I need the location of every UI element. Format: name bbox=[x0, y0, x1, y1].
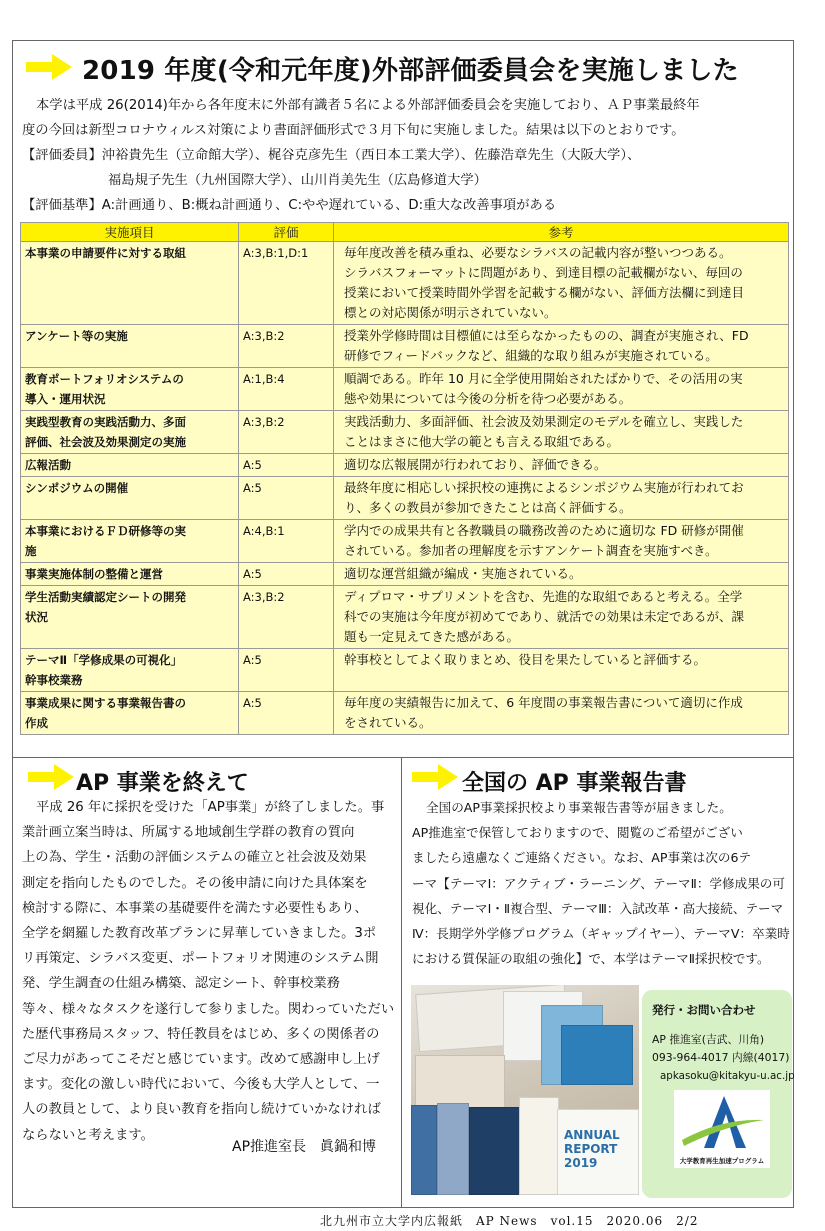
body-line: ご尽力があってこそだと感じています。改めて感謝申し上げ bbox=[22, 1052, 380, 1068]
item-line: 評価、社会波及効果測定の実施 bbox=[25, 435, 186, 449]
note-line: 実践活動力、多面評価、社会波及効果測定のモデルを確立し、実践した bbox=[344, 414, 744, 429]
evaluation-item bbox=[21, 368, 239, 411]
table-row bbox=[21, 692, 789, 735]
section-divider-vertical bbox=[401, 757, 402, 1208]
body-line: ましたら遠慮なくご連絡ください。なお、AP事業は次の6テ bbox=[412, 850, 752, 866]
body-line: ます。変化の激しい時代において、今後も大学人として、一 bbox=[22, 1077, 380, 1093]
item-line: アンケート等の実施 bbox=[25, 329, 128, 343]
item-line: 施 bbox=[25, 544, 37, 558]
annual-report-text: REPORT bbox=[564, 1142, 618, 1156]
note-line: 授業外学修時間は目標値には至らなかったものの、調査が実施され、FD bbox=[344, 328, 749, 343]
table-row bbox=[21, 242, 789, 325]
item-line: 事業実施体制の整備と運営 bbox=[25, 567, 163, 581]
note-line: 授業において授業時間外学習を記載する欄がない、評価方法欄に到達目 bbox=[344, 285, 745, 300]
evaluation-note bbox=[334, 242, 789, 325]
column-header: 参考 bbox=[334, 223, 789, 242]
body-line: 業計画立案当時は、所属する地域創生学群の教育の質向 bbox=[22, 825, 355, 841]
note-line: 題も一定見えてきた感がある。 bbox=[344, 629, 520, 644]
evaluation-note bbox=[334, 368, 789, 411]
ap-end-body bbox=[22, 795, 396, 1148]
evaluation-score: A:5 bbox=[239, 454, 334, 477]
evaluation-item bbox=[21, 520, 239, 563]
body-line: AP推進室で保管しておりますので、閲覧のご希望がござい bbox=[412, 825, 743, 841]
evaluation-score: A:1,B:4 bbox=[239, 368, 334, 411]
intro-line: 福島規子先生（九州国際大学）、山川肖美先生（広島修道大学） bbox=[108, 173, 487, 188]
page-footer: 北九州市立大学内広報紙 AP News vol.15 2020.06 2/2 bbox=[320, 1214, 699, 1228]
body-line: における質保証の取組の強化】で、本学はテーマⅡ採択校です。 bbox=[412, 951, 770, 967]
contact-phone: 093-964-4017 内線(4017) bbox=[652, 1051, 790, 1064]
report-book bbox=[411, 1105, 437, 1195]
evaluation-score: A:3,B:2 bbox=[239, 586, 334, 649]
evaluation-item bbox=[21, 477, 239, 520]
body-line: 測定を指向したものでした。その後申請に向けた具体案を bbox=[22, 875, 368, 891]
table-body bbox=[21, 242, 789, 735]
table-row bbox=[21, 563, 789, 586]
table-row bbox=[21, 325, 789, 368]
annual-report-year: 2019 bbox=[564, 1156, 598, 1170]
evaluation-note bbox=[334, 586, 789, 649]
evaluation-score: A:4,B:1 bbox=[239, 520, 334, 563]
body-line: ーマ【テーマⅠ：アクティブ・ラーニング、テーマⅡ：学修成果の可 bbox=[412, 875, 785, 891]
evaluation-note bbox=[334, 477, 789, 520]
table-row bbox=[21, 649, 789, 692]
body-line: 全国のAP事業採択校より事業報告書等が届きました。 bbox=[426, 800, 732, 815]
program-logo bbox=[674, 1090, 770, 1168]
evaluation-note bbox=[334, 563, 789, 586]
evaluation-item bbox=[21, 454, 239, 477]
item-line: 幹事校業務 bbox=[25, 673, 83, 687]
item-line: 導入・運用状況 bbox=[25, 392, 106, 406]
item-line: 本事業の申請要件に対する取組 bbox=[25, 246, 186, 260]
table-row bbox=[21, 586, 789, 649]
item-line: テーマⅡ「学修成果の可視化」 bbox=[25, 653, 183, 667]
item-line: 本事業におけるＦＤ研修等の実 bbox=[25, 524, 186, 538]
note-line: 学内での成果共有と各教職員の職務改善のために適切な FD 研修が開催 bbox=[344, 523, 744, 538]
evaluation-note bbox=[334, 411, 789, 454]
body-line: ならないと考えます。 bbox=[22, 1127, 154, 1143]
annual-report-text: ANNUAL bbox=[564, 1128, 620, 1142]
table-row bbox=[21, 520, 789, 563]
item-line: 学生活動実績認定シートの開発 bbox=[25, 590, 186, 604]
section-title-reports: 全国の AP 事業報告書 bbox=[462, 771, 687, 796]
body-line: 上の為、学生・活動の評価システムの確立と社会波及効果 bbox=[22, 850, 367, 866]
reports-body bbox=[412, 795, 796, 971]
report-book bbox=[437, 1103, 469, 1195]
item-line: 状況 bbox=[25, 610, 48, 624]
evaluation-item bbox=[21, 242, 239, 325]
evaluation-score: A:3,B:2 bbox=[239, 325, 334, 368]
intro-line: 【評価委員】沖裕貴先生（立命館大学）、梶谷克彦先生（西日本工業大学）、佐藤浩章先生（大阪大学）、 bbox=[22, 148, 641, 163]
note-line: り、多くの教員が参加できたことは高く評価する。 bbox=[344, 500, 632, 515]
evaluation-score: A:5 bbox=[239, 649, 334, 692]
note-line: 適切な広報展開が行われており、評価できる。 bbox=[344, 457, 607, 472]
note-line: 毎年度改善を積み重ね、必要なシラバスの記載内容が整いつつある。 bbox=[344, 245, 732, 260]
evaluation-score: A:3,B:2 bbox=[239, 411, 334, 454]
item-line: 作成 bbox=[25, 716, 48, 730]
evaluation-item bbox=[21, 325, 239, 368]
table-row bbox=[21, 454, 789, 477]
report-book bbox=[519, 1097, 559, 1195]
arrow-right-icon bbox=[24, 52, 74, 82]
annual-report-book bbox=[557, 1109, 639, 1195]
contact-office: AP 推進室(吉武、川角) bbox=[652, 1033, 765, 1046]
note-line: 最終年度に相応しい採択校の連携によるシンポジウム実施が行われてお bbox=[344, 480, 744, 495]
item-line: 教育ポートフォリオシステムの bbox=[25, 372, 184, 386]
evaluation-item bbox=[21, 649, 239, 692]
note-line: 標との対応関係が明示されていない。 bbox=[344, 305, 557, 320]
evaluation-score: A:5 bbox=[239, 477, 334, 520]
page-title: 2019 年度(令和元年度)外部評価委員会を実施しました bbox=[82, 56, 739, 86]
body-line: 人の教員として、より良い教育を指向し続けていかなければ bbox=[22, 1102, 381, 1118]
body-line: 検討する際に、本事業の基礎要件を満たす必要性もあり、 bbox=[22, 900, 368, 916]
intro-line: 度の今回は新型コロナウィルス対策により書面評価形式で３月下旬に実施しました。結果は以下のとおりです。 bbox=[22, 123, 685, 138]
body-line: Ⅳ：長期学外学修プログラム（ギャップイヤー）、テーマⅤ：卒業時 bbox=[412, 926, 790, 942]
body-line: 等々、様々なタスクを遂行して参りました。関わっていただい bbox=[22, 1001, 395, 1017]
arrow-right-icon bbox=[410, 762, 460, 792]
intro-line: 【評価基準】A:計画通り、B:概ね計画通り、C:やや遅れている、D:重大な改善事項がある bbox=[22, 198, 557, 213]
intro-line: 本学は平成 26(2014)年から各年度末に外部有識者５名による外部評価委員会を実施しており、ＡＰ事業最終年 bbox=[36, 98, 700, 113]
evaluation-score: A:5 bbox=[239, 692, 334, 735]
signature: AP推進室長 眞鍋和博 bbox=[232, 1139, 377, 1155]
intro-text bbox=[22, 93, 792, 218]
evaluation-item bbox=[21, 586, 239, 649]
note-line: 順調である。昨年 10 月に全学使用開始されたばかりで、その活用の実 bbox=[344, 371, 743, 386]
evaluation-table bbox=[20, 222, 789, 735]
note-line: 科での実施は今年度が初めてであり、就活での効果は未定であるが、課 bbox=[344, 609, 745, 624]
report-book bbox=[469, 1107, 521, 1195]
evaluation-item bbox=[21, 411, 239, 454]
note-line: 研修でフィードバックなど、組織的な取り組みが実施されている。 bbox=[344, 348, 718, 363]
contact-box bbox=[642, 990, 795, 1198]
reports-photo bbox=[411, 985, 639, 1195]
contact-heading: 発行・お問い合わせ bbox=[652, 1003, 756, 1017]
table-header-row bbox=[21, 223, 789, 242]
item-line: シンポジウムの開催 bbox=[25, 481, 129, 495]
evaluation-note bbox=[334, 692, 789, 735]
table-row bbox=[21, 368, 789, 411]
evaluation-note bbox=[334, 454, 789, 477]
body-line: リ再策定、シラバス変更、ポートフォリオ関連のシステム開 bbox=[22, 951, 379, 967]
item-line: 広報活動 bbox=[25, 458, 71, 472]
evaluation-note bbox=[334, 520, 789, 563]
evaluation-item bbox=[21, 692, 239, 735]
body-line: 視化、テーマⅠ・Ⅱ複合型、テーマⅢ：入試改革・高大接続、テーマ bbox=[412, 900, 784, 916]
note-line: 態や効果については今後の分析を待つ必要がある。 bbox=[344, 391, 632, 406]
section-title-ap-end: AP 事業を終えて bbox=[76, 771, 249, 796]
body-line: 全学を網羅した教育改革プランに昇華していきました。3ポ bbox=[22, 926, 377, 942]
note-line: 適切な運営組織が編成・実施されている。 bbox=[344, 566, 582, 581]
note-line: 幹事校としてよく取りまとめ、役目を果たしていると評価する。 bbox=[344, 652, 707, 667]
item-line: 事業成果に関する事業報告書の bbox=[25, 696, 186, 710]
table-row bbox=[21, 477, 789, 520]
note-line: シラバスフォーマットに問題があり、到達目標の記載欄がない、毎回の bbox=[344, 265, 743, 280]
column-header: 実施項目 bbox=[21, 223, 239, 242]
report-book bbox=[561, 1025, 633, 1085]
note-line: をされている。 bbox=[344, 715, 432, 730]
section-divider-horizontal bbox=[12, 757, 794, 758]
evaluation-item bbox=[21, 563, 239, 586]
evaluation-note bbox=[334, 649, 789, 692]
evaluation-score: A:5 bbox=[239, 563, 334, 586]
body-line: 平成 26 年に採択を受けた「AP事業」が終了しました。事 bbox=[36, 800, 385, 815]
note-line: ことはまさに他大学の範とも言える取組である。 bbox=[344, 434, 620, 449]
note-line: されている。参加者の理解度を示すアンケート調査を実施すべき。 bbox=[344, 543, 718, 558]
note-line: 毎年度の実績報告に加えて、6 年度間の事業報告書について適切に作成 bbox=[344, 695, 743, 710]
note-line: ディプロマ・サプリメントを含む、先進的な取組であると考える。全学 bbox=[344, 589, 743, 604]
evaluation-note bbox=[334, 325, 789, 368]
item-line: 実践型教育の実践活動力、多面 bbox=[25, 415, 186, 429]
body-line: た歴代事務局スタッフ、特任教員をはじめ、多くの関係者の bbox=[22, 1026, 380, 1042]
contact-email: apkasoku@kitakyu-u.ac.jp bbox=[660, 1070, 795, 1082]
body-line: 発、学生調査の仕組み構築、認定シート、幹事校業務 bbox=[22, 976, 340, 992]
column-header: 評価 bbox=[239, 223, 334, 242]
logo-caption: 大学教育再生加速プログラム bbox=[679, 1157, 765, 1165]
evaluation-score: A:3,B:1,D:1 bbox=[239, 242, 334, 325]
arrow-right-icon bbox=[26, 762, 76, 792]
table-row bbox=[21, 411, 789, 454]
